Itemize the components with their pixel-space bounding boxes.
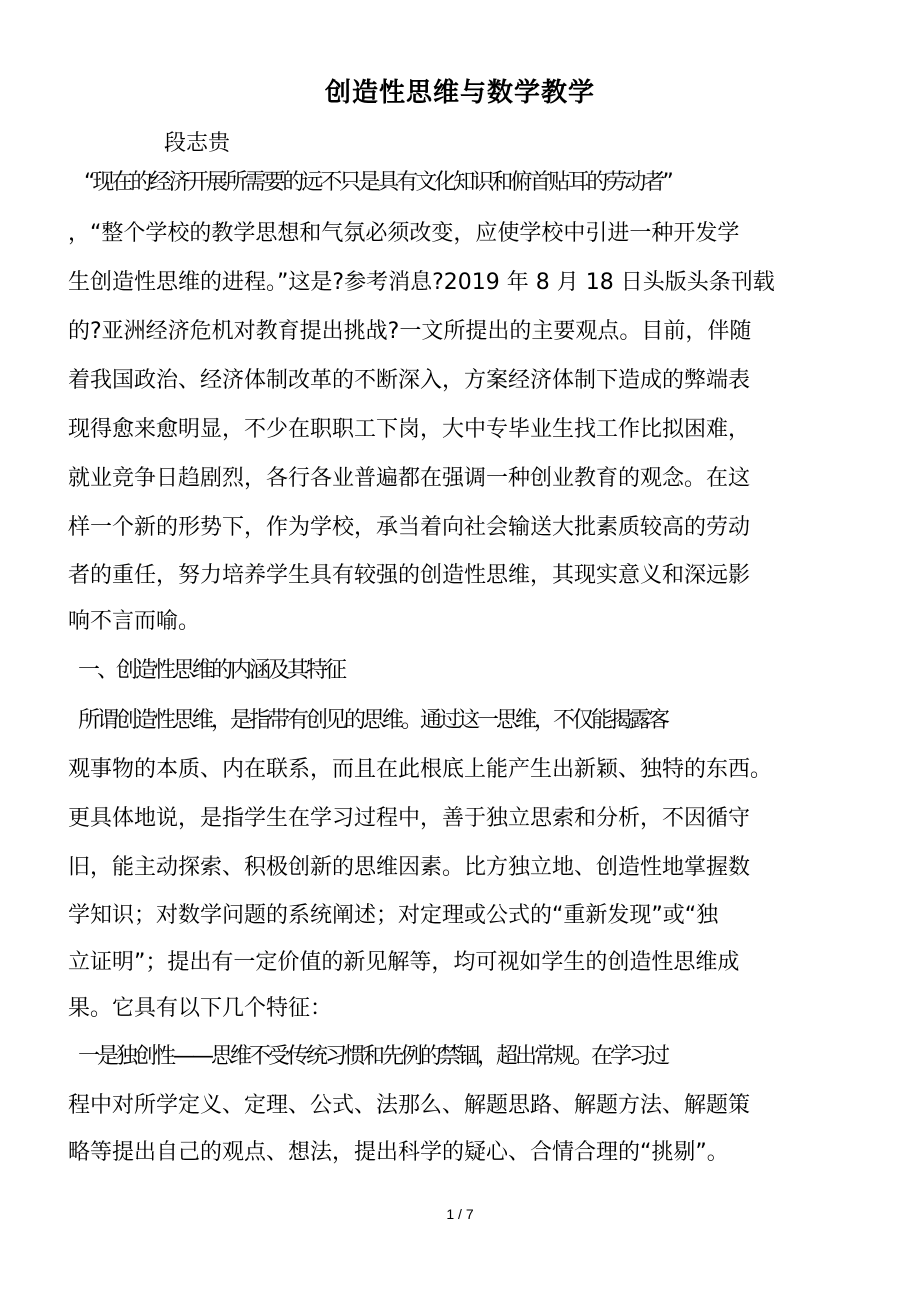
text-line: 果。它具有以下几个特征： (68, 996, 333, 1021)
text-line: 所谓创造性思维，是指带有创见的思维。通过这一思维，不仅能揭露客 (78, 708, 668, 733)
text-line: 现得愈来愈明显，不少在职职工下岗，大中专毕业生找工作比拟困难， (68, 417, 751, 442)
text-line: ，“整个学校的教学思想和气氛必须改变，应使学校中引进一种开发学 (68, 221, 740, 246)
page-number: 1 / 7 (446, 1206, 474, 1222)
text-line: 旧，能主动探索、积极创新的思维因素。比方独立地、创造性地掌握数 (68, 855, 751, 880)
text-line: 响不言而喻。 (68, 609, 201, 634)
text-line: 略等提出自己的观点、想法，提出科学的疑心、合情合理的“挑剔”。 (68, 1140, 729, 1165)
text-line: 者的重任，努力培养学生具有较强的创造性思维，其现实意义和深远影 (68, 563, 751, 588)
text-line: 学知识；对数学问题的系统阐述；对定理或公式的“重新发现”或“独 (68, 903, 719, 928)
heading-line: 一、创造性思维的内涵及其特征 (78, 658, 345, 683)
text-line: 更具体地说，是指学生在学习过程中，善于独立思索和分析，不因循守 (68, 806, 751, 831)
text-line: 一是独创性——思维不受传统习惯和先例的禁锢，超出常规。在学习过 (78, 1044, 668, 1069)
text-line: 着我国政治、经济体制改革的不断深入，方案经济体制下造成的弊端表 (68, 368, 751, 393)
text-line: 就业竞争日趋剧烈，各行各业普遍都在强调一种创业教育的观念。在这 (68, 466, 751, 491)
text-line: 样一个新的形势下，作为学校，承当着向社会输送大批素质较高的劳动 (68, 515, 751, 540)
text-line: 立证明”；提出有一定价值的新见解等，均可视如学生的创造性思维成 (68, 950, 740, 975)
text-line: 程中对所学定义、定理、公式、法那么、解题思路、解题方法、解题策 (68, 1093, 751, 1118)
author-name: 段志贵 (164, 131, 231, 156)
text-line: 的?亚洲经济危机对教育提出挑战?一文所提出的主要观点。目前，伴随 (68, 319, 752, 344)
text-line: 观事物的本质、内在联系，而且在此根底上能产生出新颖、独特的东西。 (68, 757, 773, 782)
document-title: 创造性思维与数学教学 (324, 78, 595, 108)
text-line: 生创造性思维的进程。”这是?参考消息?2019 年 8 月 18 日头版头条刊载 (68, 270, 775, 295)
text-line: “现在的经济开展所需要的远不只是具有文化知识和俯首贴耳的劳动者” (84, 170, 671, 195)
